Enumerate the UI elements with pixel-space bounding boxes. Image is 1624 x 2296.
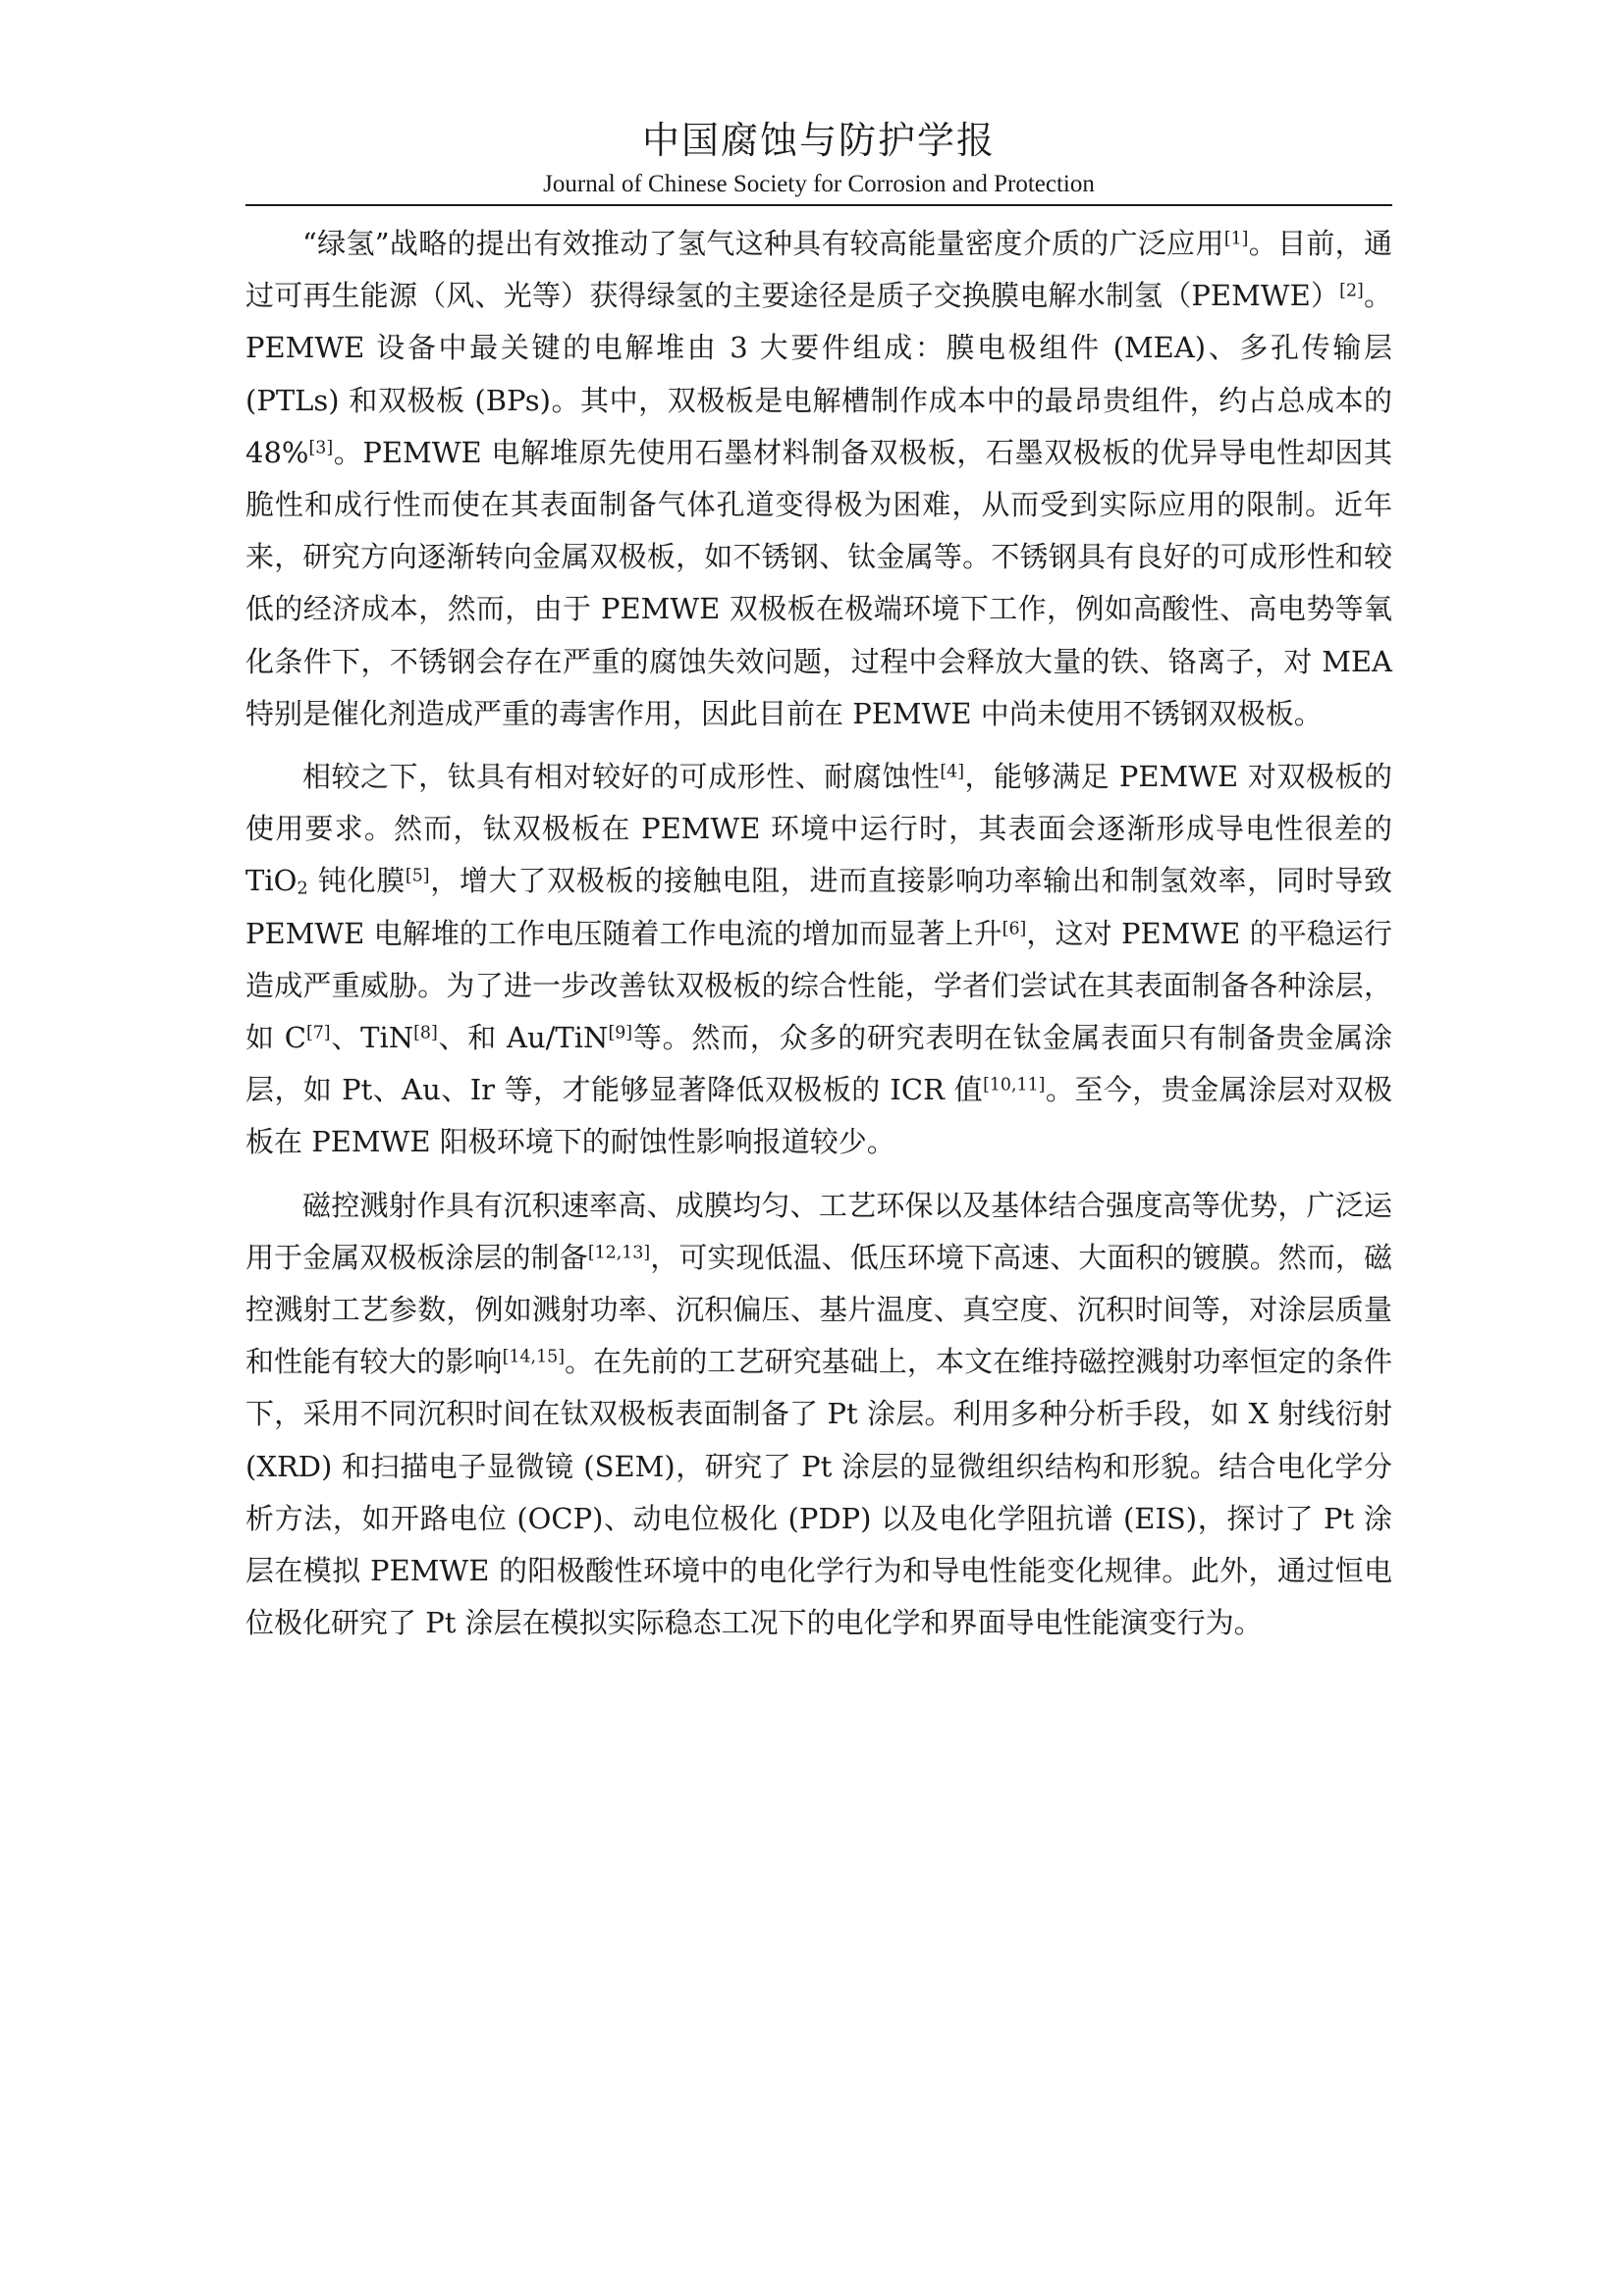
citation-ref: [7] xyxy=(305,1023,331,1043)
paragraph-1 xyxy=(245,218,1392,740)
text-run: 等。然而，众多的研究表明在钛金属表面只有制备贵金属涂层，如 Pt、Au、Ir 等，才能够显著降低双极板的 ICR 值 xyxy=(245,1021,1392,1107)
text-run: 。在先前的工艺研究基础上，本文在维持磁控溅射功率恒定的条件下，采用不同沉积时间在钛双极板表面制备了 Pt 涂层。利用多种分析手段，如 X 射线衍射 (XRD) 和扫描电子显微镜 (SEM)，研究了 Pt 涂层的显微组织结构和形貌。结合电化学分析方法，如开路电位 (OCP)、动电位极化 (PDP) 以及电化学阻抗谱 (EIS)，探讨了 Pt 涂层在模拟 PEMWE 的阳极酸性环境中的电化学行为和导电性能变化规律。此外，通过恒电位极化研究了 Pt 涂层在模拟实际稳态工况下的电化学和界面导电性能演变行为。 xyxy=(245,1345,1392,1640)
text-run: ，可实现低温、低压环境下高速、大面积的镀膜。然而，磁控溅射工艺参数，例如溅射功率、沉积偏压、基片温度、真空度、沉积时间等，对涂层质量和性能有较大的影响 xyxy=(245,1240,1392,1379)
text-run: 。目前，通过可再生能源（风、光等）获得绿氢的主要途径是质子交换膜电解水制氢（PEMWE） xyxy=(245,227,1392,313)
text-run: ，能够满足 PEMWE 对双极板的使用要求。然而，钛双极板在 PEMWE 环境中运行时，其表面会逐渐形成导电性很差的 TiO xyxy=(245,760,1392,898)
citation-ref: [6] xyxy=(1001,919,1027,939)
citation-ref: [8] xyxy=(413,1023,438,1043)
body-text xyxy=(245,218,1392,1660)
text-run: ，这对 PEMWE 的平稳运行造成严重威胁。为了进一步改善钛双极板的综合性能，学者们尝试在其表面制备各种涂层，如 C xyxy=(245,916,1392,1055)
citation-ref: [10,11] xyxy=(983,1075,1046,1095)
text-run: ，增大了双极板的接触电阻，进而直接影响功率输出和制氢效率，同时导致 PEMWE 电解堆的工作电压随着工作电流的增加而显著上升 xyxy=(245,864,1392,950)
citation-ref: [2] xyxy=(1339,281,1364,301)
text-run: 相较之下，钛具有相对较好的可成形性、耐腐蚀性 xyxy=(302,760,941,794)
citation-ref: [12,13] xyxy=(587,1243,651,1263)
journal-header xyxy=(245,116,1392,200)
text-run: 。至今，贵金属涂层对双极板在 PEMWE 阳极环境下的耐蚀性影响报道较少。 xyxy=(245,1073,1392,1159)
text-run: 、TiN xyxy=(330,1021,414,1055)
text-run: 磁控溅射作具有沉积速率高、成膜均匀、工艺环保以及基体结合强度高等优势，广泛运用于金属双极板涂层的制备 xyxy=(245,1188,1392,1274)
subscript: 2 xyxy=(297,879,308,900)
paragraph-2 xyxy=(245,751,1392,1169)
journal-title-chinese: 中国腐蚀与防护学报 xyxy=(641,119,996,162)
citation-ref: [1] xyxy=(1223,229,1249,249)
text-run: “绿氢”战略的提出有效推动了氢气这种具有较高能量密度介质的广泛应用 xyxy=(302,227,1224,260)
header-divider xyxy=(245,204,1392,206)
citation-ref: [9] xyxy=(608,1023,633,1043)
citation-ref: [5] xyxy=(405,866,430,886)
citation-ref: [14,15] xyxy=(502,1347,565,1367)
text-run: 、和 Au/TiN xyxy=(437,1021,609,1055)
text-run: 。PEMWE 设备中最关键的电解堆由 3 大要件组成：膜电极组件 (MEA)、多孔传输层 (PTLs) 和双极板 (BPs)。其中，双极板是电解槽制作成本中的最昂贵组件，约占总成本的 48% xyxy=(245,279,1392,469)
journal-title-english: Journal of Chinese Society for Corrosion and Protection xyxy=(543,171,1095,197)
paragraph-3 xyxy=(245,1180,1392,1650)
citation-ref: [4] xyxy=(940,762,964,782)
text-run: 钝化膜 xyxy=(307,864,406,898)
citation-ref: [3] xyxy=(308,438,334,458)
text-run: 。PEMWE 电解堆原先使用石墨材料制备双极板，石墨双极板的优异导电性却因其脆性和成行性而使在其表面制备气体孔道变得极为困难，从而受到实际应用的限制。近年来，研究方向逐渐转向金属双极板，如不锈钢、钛金属等。不锈钢具有良好的可成形性和较低的经济成本，然而，由于 PEMWE 双极板在极端环境下工作，例如高酸性、高电势等氧化条件下，不锈钢会存在严重的腐蚀失效问题，过程中会释放大量的铁、铬离子，对 MEA 特别是催化剂造成严重的毒害作用，因此目前在 PEMWE 中尚未使用不锈钢双极板。 xyxy=(245,435,1392,730)
